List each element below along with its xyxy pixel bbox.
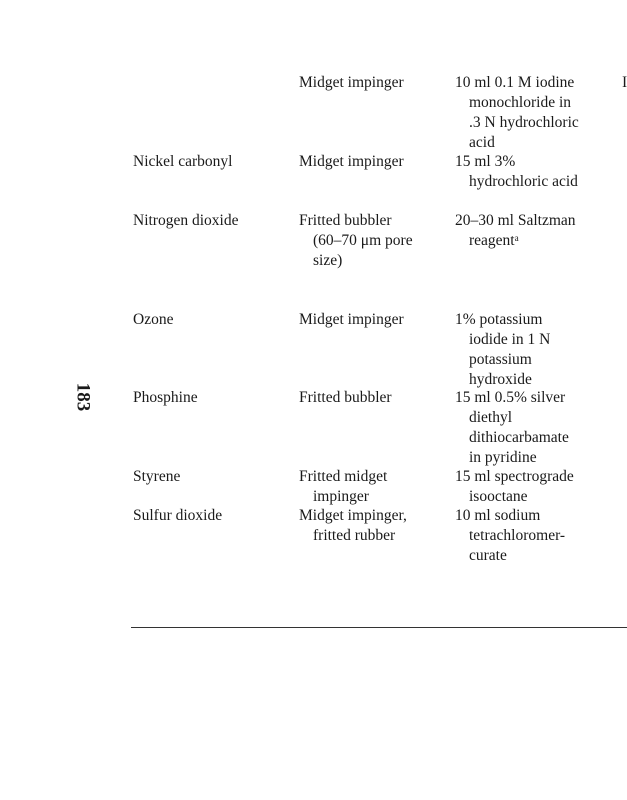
device-cell-line: fritted rubber <box>313 527 396 544</box>
medium-cell-line: curate <box>469 547 507 564</box>
medium-cell-line: 10 ml sodium <box>455 507 541 524</box>
medium-cell-line: hydrochloric acid <box>469 173 578 190</box>
medium-cell <box>455 310 627 390</box>
medium-cell-line: iodide in 1 N <box>469 331 551 348</box>
device-cell-line: Fritted bubbler <box>299 212 392 229</box>
medium-cell-line: 15 ml 3% <box>455 153 516 170</box>
medium-cell-line: 15 ml 0.5% silver <box>455 389 566 406</box>
agent-cell: Nitrogen dioxide <box>133 212 239 229</box>
device-cell-line: Fritted bubbler <box>299 389 392 406</box>
medium-cell-line: hydroxide <box>469 371 532 388</box>
device-cell <box>299 388 444 408</box>
medium-cell-line: tetrachloromer- <box>469 527 566 544</box>
device-cell-line: Midget impinger, <box>299 507 407 524</box>
medium-cell-line: monochloride in <box>469 94 572 111</box>
medium-cell <box>455 467 627 507</box>
device-cell <box>299 152 444 172</box>
medium-cell-line: .3 N hydrochloric <box>469 114 579 131</box>
device-cell-line: Midget impinger <box>299 311 404 328</box>
medium-cell <box>455 388 627 468</box>
agent-cell: Styrene <box>133 468 181 485</box>
medium-cell-line: 15 ml spectrograde <box>455 468 574 485</box>
medium-cell-line: 20–30 ml Saltzman <box>455 212 576 229</box>
agent-cell: Phosphine <box>133 389 198 406</box>
agent-cell: Ozone <box>133 311 174 328</box>
device-cell <box>299 506 444 546</box>
medium-cell <box>455 506 627 566</box>
medium-cell-line: acid <box>469 134 495 151</box>
medium-cell <box>455 211 627 251</box>
medium-cell-line: reagentᵃ <box>469 232 519 249</box>
device-cell-line: impinger <box>313 488 369 505</box>
medium-cell <box>455 73 627 153</box>
device-cell <box>299 310 444 330</box>
medium-cell-line: potassium <box>469 351 532 368</box>
page-number: 183 <box>72 382 94 412</box>
medium-cell-line: dithiocarbamate <box>469 429 569 446</box>
medium-cell-line: diethyl <box>469 409 513 426</box>
agent-cell: Sulfur dioxide <box>133 507 223 524</box>
device-cell-line: size) <box>313 252 343 269</box>
agent-cell: Nickel carbonyl <box>133 153 233 170</box>
device-cell <box>299 467 444 507</box>
device-cell <box>299 211 444 271</box>
device-cell-line: Midget impinger <box>299 74 404 91</box>
medium-cell-line: 1% potassium <box>455 311 543 328</box>
medium-cell <box>455 152 627 192</box>
device-cell-line: Fritted midget <box>299 468 388 485</box>
device-cell-line: Midget impinger <box>299 153 404 170</box>
table-bottom-rule <box>131 627 627 628</box>
medium-cell-line: in pyridine <box>469 449 537 466</box>
cropped-edge-text: I <box>622 74 627 91</box>
medium-cell-line: 10 ml 0.1 M iodine <box>455 74 575 91</box>
medium-cell-line: isooctane <box>469 488 528 505</box>
device-cell-line: (60–70 μm pore <box>313 232 413 249</box>
device-cell <box>299 73 444 93</box>
